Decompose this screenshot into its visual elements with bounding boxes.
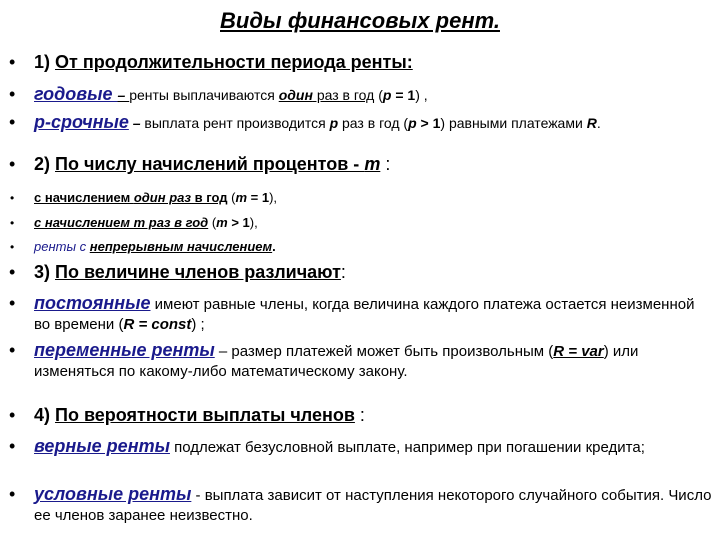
list-item-amount-heading: • 3) По величине членов различают: <box>9 262 346 282</box>
number-label: 1) <box>34 52 56 72</box>
bullet: • <box>9 154 16 174</box>
term: верные ренты <box>34 436 170 456</box>
bullet: • <box>9 112 16 132</box>
list-item-certain: • верные ренты подлежат безусловной выплате, например при погашении кредита; <box>9 436 645 456</box>
list-item-annual: • годовые – ренты выплачиваются один раз в год (p = 1) , <box>9 84 428 104</box>
bullet: • <box>9 436 16 456</box>
list-item-duration-heading <box>9 52 712 72</box>
list-item-conditional: • условные ренты - выплата зависит от наступления некоторого случайного события. Число ее членов заранее неизвестно. <box>9 484 712 524</box>
term: годовые <box>34 84 118 104</box>
list-item-single-accrual: • с начислением один раз в год (m = 1), <box>34 188 712 208</box>
heading-text: По величине членов различают <box>55 262 341 282</box>
bullet: • <box>9 52 16 72</box>
heading-text: По вероятности выплаты членов <box>55 405 355 425</box>
number-label: 3) <box>34 262 56 282</box>
list-item-p-term: • p-срочные – выплата рент производится p раз в год (p > 1) равными платежами R. <box>9 112 601 132</box>
bullet: • <box>9 262 16 282</box>
bullet: • <box>9 293 16 313</box>
list-item-continuous: • ренты с непрерывным начислением. <box>34 237 712 257</box>
bullet: • <box>9 484 16 504</box>
bullet: • <box>10 191 15 205</box>
list-item-probability-heading: • 4) По вероятности выплаты членов : <box>9 405 365 425</box>
bullet: • <box>9 340 16 360</box>
heading-text: По числу начислений процентов - <box>55 154 365 174</box>
bullet: • <box>9 405 16 425</box>
list-item-accrual-heading: • 2) По числу начислений процентов - m : <box>9 154 391 174</box>
list-item-m-accrual: • с начислением m раз в год (m > 1), <box>34 213 712 233</box>
term: переменные ренты <box>34 340 215 360</box>
term: p-срочные <box>34 112 129 132</box>
list-item-constant: • постоянные имеют равные члены, когда величина каждого платежа остается неизменной во времени (R = const) ; <box>9 293 695 333</box>
bullet: • <box>10 216 15 230</box>
heading-text: От продолжительности периода ренты: <box>55 52 413 72</box>
term: условные ренты <box>34 484 192 504</box>
bullet: • <box>10 240 15 254</box>
number-label: 2) <box>34 154 56 174</box>
term: постоянные <box>34 293 151 313</box>
number-label: 4) <box>34 405 56 425</box>
list-item-variable: • переменные ренты – размер платежей может быть произвольным (R = var) или изменяться по какому-либо математическому закону. <box>9 340 639 380</box>
bullet: • <box>9 84 16 104</box>
slide-title: Виды финансовых рент. <box>220 8 500 33</box>
